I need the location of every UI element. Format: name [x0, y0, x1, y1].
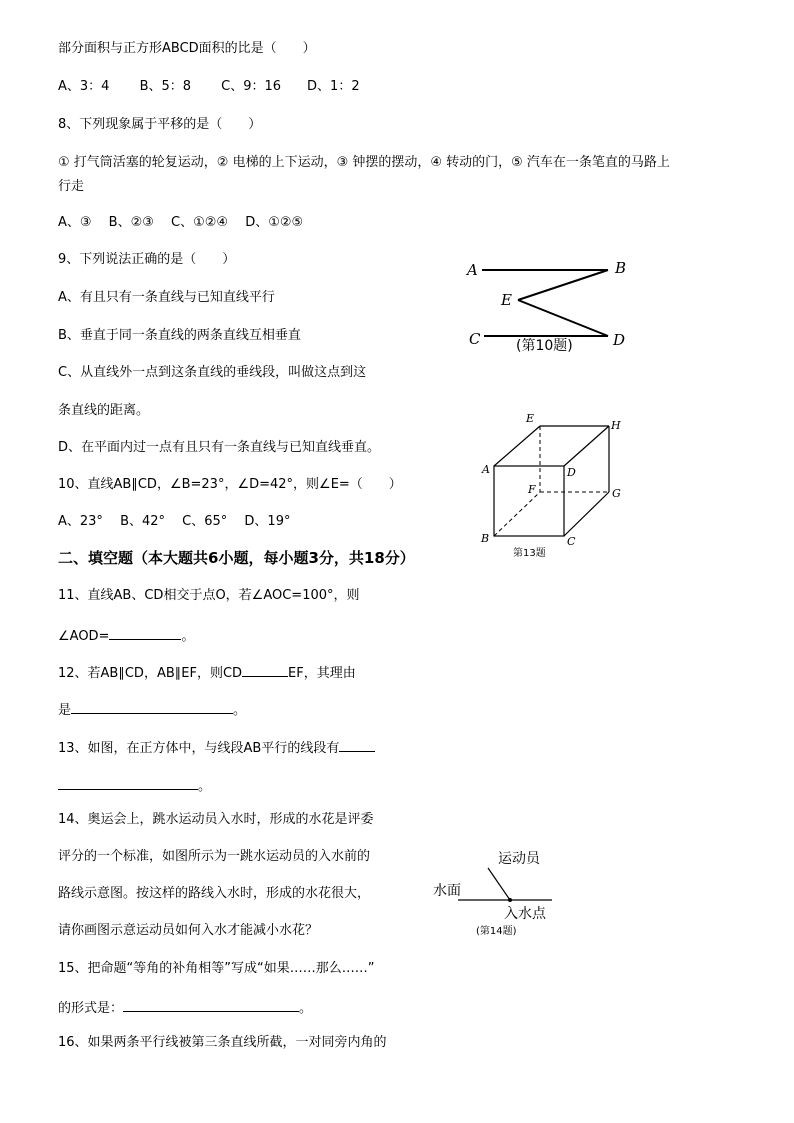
q12-blank-reason[interactable] [71, 699, 233, 714]
fig14-caption: (第14题) [476, 926, 517, 937]
label-c: C [469, 330, 481, 348]
edge-cg [564, 492, 609, 536]
q15-prefix: 的形式是： [58, 1001, 124, 1016]
q7-options: A、3：4 B、5：8 C、9：16 D、1：2 [58, 79, 360, 94]
fig10-caption: (第10题) [516, 338, 573, 354]
q8-options: A、③ B、②③ C、①②④ D、①②⑤ [58, 215, 304, 230]
line-ed [518, 300, 608, 336]
label-f: F [528, 483, 536, 496]
edge-bf-hidden [494, 492, 540, 536]
q11-blank[interactable] [109, 625, 181, 640]
label-h: H [611, 419, 621, 432]
q14-line4: 请你画图示意运动员如何入水才能减小水花？ [58, 923, 319, 938]
q12-middle: EF，其理由 [288, 666, 356, 681]
label-b: B [481, 532, 490, 545]
q13-stem [58, 737, 375, 758]
line-be [518, 270, 608, 300]
label-g: G [612, 487, 621, 500]
q12-reason-line [58, 699, 246, 720]
q13-blank-1[interactable] [339, 737, 375, 752]
q11-answer-line [58, 625, 194, 646]
q12-reason-prefix: 是 [58, 703, 72, 718]
q7-continuation: 部分面积与正方形ABCD面积的比是（ ） [58, 41, 316, 56]
edge-ae [494, 426, 540, 466]
q11-stem: 11、直线AB、CD相交于点O，若∠AOC=100°，则 [58, 588, 360, 603]
label-b: B [615, 259, 627, 277]
label-d: D [613, 331, 626, 349]
q12-stem [58, 662, 356, 683]
fig13-caption: 第13题 [513, 548, 546, 559]
entry-point-dot [508, 898, 512, 902]
label-entry-point: 入水点 [504, 906, 546, 922]
q12-blank-relation[interactable] [242, 662, 288, 677]
label-d: D [567, 466, 576, 479]
label-e: E [526, 412, 535, 425]
q8-stem: 8、下列现象属于平移的是（ ） [58, 117, 262, 132]
q9-option-c-line1: C、从直线外一点到这条直线的垂线段，叫做这点到这 [58, 365, 367, 380]
q15-stem: 15、把命题“等角的补角相等”写成“如果……那么……” [58, 961, 375, 976]
q12-prefix: 12、若AB∥CD，AB∥EF，则CD [58, 666, 243, 681]
edge-dh [564, 426, 609, 466]
label-water-surface: 水面 [433, 883, 461, 899]
q9-stem: 9、下列说法正确的是（ ） [58, 252, 236, 267]
q13-answer-line [58, 775, 211, 796]
q14-line1: 14、奥运会上，跳水运动员入水时，形成的水花是评委 [58, 812, 374, 827]
figure-q13 [476, 412, 626, 562]
q9-option-c-line2: 条直线的距离。 [58, 403, 150, 418]
q13-suffix: 。 [198, 779, 212, 794]
q12-reason-suffix: 。 [233, 703, 247, 718]
q13-text: 13、如图，在正方体中，与线段AB平行的线段有 [58, 741, 340, 756]
q13-blank-2[interactable] [58, 775, 198, 790]
label-e: E [501, 291, 512, 309]
label-a: A [482, 463, 490, 476]
q14-line3: 路线示意图。按这样的路线入水时，形成的水花很大， [58, 886, 371, 901]
q10-options: A、23° B、42° C、65° D、19° [58, 514, 291, 529]
q15-blank[interactable] [123, 997, 299, 1012]
figure-q10 [460, 252, 640, 354]
q15-answer-line [58, 997, 312, 1018]
label-a: A [467, 261, 478, 279]
label-c: C [567, 535, 576, 548]
q11-prefix: ∠AOD= [58, 629, 110, 644]
q8-items-line2: 行走 [58, 179, 85, 194]
q11-suffix: 。 [181, 629, 195, 644]
q9-option-a: A、有且只有一条直线与已知直线平行 [58, 290, 275, 305]
q14-line2: 评分的一个标准，如图所示为一跳水运动员的入水前的 [58, 849, 371, 864]
q15-suffix: 。 [299, 1001, 313, 1016]
dive-path-line [488, 868, 510, 900]
q9-option-b: B、垂直于同一条直线的两条直线互相垂直 [58, 328, 301, 343]
q8-items-line1: ① 打气筒活塞的轮复运动，② 电梯的上下运动，③ 钟摆的摆动，④ 转动的门，⑤ 汽车在一条笔直的马路上 [58, 155, 670, 170]
q9-option-d: D、在平面内过一点有且只有一条直线与已知直线垂直。 [58, 440, 381, 455]
q10-stem: 10、直线AB∥CD，∠B=23°，∠D=42°，则∠E=（ ） [58, 477, 402, 492]
section-heading: 二、填空题（本大题共6小题，每小题3分，共18分） [58, 549, 415, 567]
figure-q14 [430, 846, 590, 942]
label-athlete: 运动员 [498, 851, 540, 867]
q16-stem: 16、如果两条平行线被第三条直线所截，一对同旁内角的 [58, 1035, 387, 1050]
